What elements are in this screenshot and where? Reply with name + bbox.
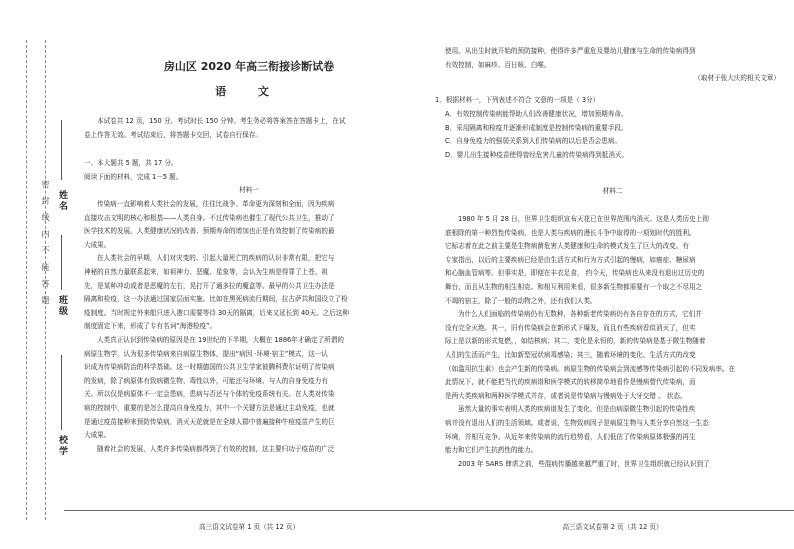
text-line: 是两大类疾病和两种医学模式并存，或者说是传染病与慢病处于大牙交错 。 状态。 [445, 391, 687, 400]
text-line: 制度固定下来，形成了专有名词“海港检疫”。 [84, 322, 217, 331]
text-line: 直接攻击文明的核心和根基——人类自身。不过传染病也催生了现代公共卫生，推动了 [84, 213, 335, 222]
material-two-body [445, 213, 780, 471]
text-line: 它标志着在此之前主要是生物病菌危害人类健康和生命的模式发生了巨大的改变。有 [445, 242, 689, 251]
text-line: 能力和它们产生抗药性的能力。 [445, 446, 538, 455]
option-c: C．自身免疫力的强弱关系到人们传染病的以后是否会患病。 [445, 137, 622, 146]
text-line: 是通过疫苗接种来预防传染病，消灭天花就是在全球人群中普遍接种牛痘疫苗产生的巨 [84, 417, 335, 426]
section-title: 一、本大题共 5 题，共 17 分。 [84, 159, 178, 167]
option-b: B．采用隔离和检疫并逐渐形成制度是控制传染病的重要手段。 [445, 123, 628, 132]
question-1: 1．根据材料一，下列表述不符合 文意的一项是（ 3分） [435, 96, 600, 104]
text-line: 大成果。 [84, 240, 111, 249]
text-line: 不竭的宿主，除了一般的动物之外，还有我们人类。 [445, 296, 597, 305]
text-line: 的发病，除了病原体有致病微生物、毒性以外，可能还与环境、与人的自身免疫力有 [84, 376, 328, 385]
text-line: 没有完全灭绝。其一，旧有传染病会在新形式下爆发，而且有些疾病看似消灭了，但实 [445, 323, 696, 332]
text-line: 际上是以新的形式复燃，，如结核病；其二，变化是永恒的，新的传染病是基于微生物随着 [445, 337, 706, 346]
text-line: 虽然大量的事实表明人类的疾病谱发生了变化，但是由病原微生物引起的传染性疾 [458, 405, 696, 414]
text-line: 神秘的自然力量联系起来，如祖神力、恶魔、星象等，会认为生病是得罪了上苍、祖 [84, 267, 328, 276]
text-line: 有效控制，如麻疹、百日咳、白喉。 [445, 60, 551, 69]
material-one-title: 材料一 [239, 186, 259, 194]
subject-title: 语 文 [215, 85, 283, 98]
material-two-title: 材料二 [602, 187, 623, 195]
option-d: D．婴儿出生接种疫苗使得曾经危害儿童的传染病得到抵消灭。 [445, 150, 629, 159]
exam-page-1 [84, 0, 414, 549]
source-note: （取材于张大庆的相关文章） [694, 74, 780, 83]
text-line: 人类真正认识到传染病的原因是在 19世纪的下半期，大概在 1886年才确定了所谓的 [97, 335, 344, 344]
material-one-continued [445, 45, 780, 86]
text-line: 人们的生活而产生，比如新型冠状病毒感染；其三，随着环境的变化、生活方式的改变 [445, 350, 696, 359]
binding-margin [0, 0, 80, 549]
text-line: 先，是某种冲动或者是恶魔的左右，晃打开了通多拉的魔盒等。最早的公共卫生办法是 [84, 281, 335, 290]
text-line: 病原生物学，认为很多传染病来自病原生物体，提出“病因 ·环境·宿主”模式，这一认 [84, 349, 328, 358]
text-line: 随着社会的发展，人类许多传染病都得到了有效的控制，这主要归功于疫苗的广泛 [97, 444, 335, 453]
text-line: 隔离和检疫，这一办法通过国家层面实施。比如在黑死病流行期间，拉古萨共和国设立了检 [84, 295, 348, 304]
page-footer: 高三语文试卷第 1 页（共 12 页） [198, 523, 300, 531]
text-line: 识成为传染病防治的科学基础。这一时期德国的公共卫生学家彼腾科费尔证明了传染病 [84, 363, 335, 372]
exam-notice [84, 115, 414, 142]
text-line: 舞台，而且从生物的相生相克、和相互利用来看，很多新生物都需要有一个取之不尽用之 [445, 282, 703, 291]
text-line: 医学技术的发展。人类健康状况的改善、预期寿命的增加也正是有效控制了传染病的最 [84, 227, 335, 236]
text-line: 关。所以仅是病原体不一定会患病，患病与否还与个体的免疫系统有关。在人类对传染 [84, 390, 335, 399]
name-blank [61, 120, 62, 180]
text-line: 专家指出，以后的主要疾病已经是由生活方式和行为方式引起的慢病，如癌症、糖尿病 [445, 255, 696, 264]
text-line: 2003 年 SARS 肆虐之前，些混病传播越来越严重了时，世界卫生组织就已经认识到了 [458, 459, 710, 468]
text-line: 使用。从出生时就开始的预防接种，使得许多严重危及婴幼儿健康与生命的传染病得到 [445, 47, 696, 55]
text-line: 疫制度。当时规定外来船只进入港口需要等待 30天的隔离，后来又延长到 40天。之后这种 [84, 308, 349, 317]
school-label: 校学 [57, 435, 67, 457]
notice-line: 本试卷共 12 页，150 分。考试时长 150 分钟。考生务必将答案答在答题卡上，在试 [97, 117, 346, 125]
seal-note: 密 封 线 内 不 能 答 题 [41, 180, 50, 307]
section-header [84, 157, 414, 184]
text-line: 1980 年 5 月 28 日，世界卫生组织宣布天花已在世界范围内消灭。这是人类历史上彻 [458, 215, 709, 223]
outer-cut-line [26, 40, 27, 520]
text-line: 病的控制中，重要的是怎么提高自身免疫力，其中一个关键方法是通过主动免疫，也就 [84, 403, 335, 412]
name-label: 姓名 [57, 190, 67, 212]
footer-rule [64, 510, 434, 511]
text-line: 在人类社会的早期，人们对灾变的、引起大量死亡的疾病的认识非常有限，把它与 [97, 254, 335, 263]
text-line: 环境，并相互竞争。从近年来传染病的流行趋势看，人们低估了传染病原体极强的再生 [445, 432, 696, 441]
exam-page-2 [435, 0, 780, 549]
text-line: 传染病一直影响着人类社会的发展，往往比战争、革命更为深刻和全面，因为疾病 [97, 200, 335, 208]
notice-line: 卷上作答无效。考试结束后，将答题卡交回，试卷自行保存。 [84, 130, 263, 139]
exam-title: 房山区 2020 年高三衔接诊断试卷 [163, 60, 335, 73]
school-blank [61, 355, 62, 430]
text-line: 底根除的第一种烈性传染病，也是人类与疾病的漫长斗争中取得的一项划时代的胜利。 [445, 228, 696, 237]
section-instruction: 阅读下面的材料，完成 1－5 题。 [84, 172, 183, 181]
question-1-options [445, 108, 780, 162]
footer-rule [425, 510, 794, 511]
text-line: 大成果。 [84, 431, 111, 440]
text-line: （如滥用抗生素）也会产生新的传染病。病原生物的传染病会到流感等传染病引起的不同发病率。在 [445, 364, 736, 373]
text-line: 为什么人们面临的传染病仍有无数种，各种新老传染病仍有各自存在的方式，它们并 [458, 310, 702, 319]
material-one-body [84, 198, 414, 456]
option-a: A．有效控制传染病能帮助人们改善健康状况，增加预期寿命。 [445, 110, 628, 118]
page-footer: 高三语文试卷第 2 页（共 12 页） [562, 523, 663, 531]
text-line: 此情况下，就不能把当代的疾病谱和医学模式的转移简单地看作是慢病替代传染病，而 [445, 378, 696, 387]
class-blank [61, 235, 62, 290]
text-line: 病并没有退出人们的生活领域。或者说，生物致病因子是病原生物与人类分享自然这一生态 [445, 418, 709, 427]
text-line: 和心脑血管病等。但事实是，即便在丰衣足食， 约今天，传染病也从来没有退出过历史的 [445, 269, 705, 278]
class-label: 班级 [57, 295, 67, 317]
